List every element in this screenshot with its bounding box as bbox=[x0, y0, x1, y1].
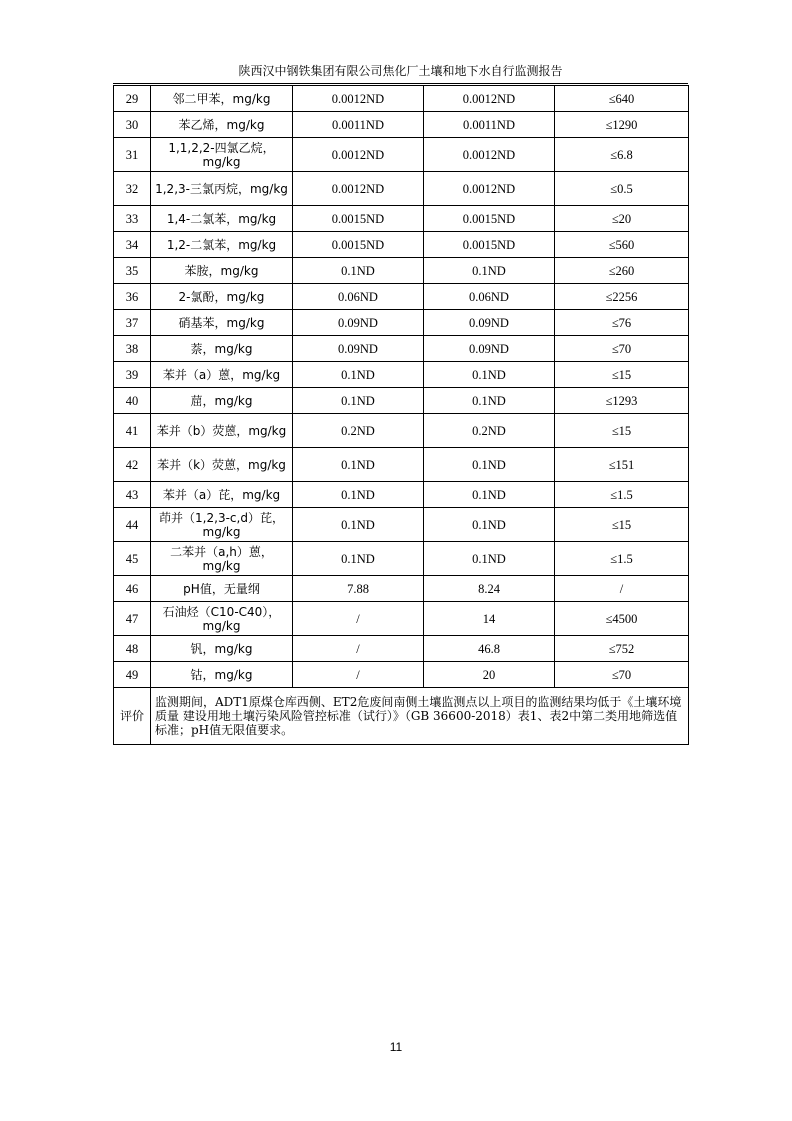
parameter-name: 1,4-二氯苯，mg/kg bbox=[151, 206, 293, 232]
table-row bbox=[114, 362, 689, 388]
row-number: 38 bbox=[114, 336, 151, 362]
parameter-name: 䓛，mg/kg bbox=[151, 388, 293, 414]
parameter-name: 茚并（1,2,3-c,d）芘，mg/kg bbox=[151, 508, 293, 542]
screening-limit: ≤2256 bbox=[555, 284, 689, 310]
row-number: 41 bbox=[114, 414, 151, 448]
result-et2: 8.24 bbox=[424, 576, 555, 602]
result-et2: 0.0012ND bbox=[424, 86, 555, 112]
table-row bbox=[114, 482, 689, 508]
screening-limit: ≤4500 bbox=[555, 602, 689, 636]
result-et2: 0.0012ND bbox=[424, 172, 555, 206]
table-row bbox=[114, 448, 689, 482]
row-number: 45 bbox=[114, 542, 151, 576]
result-adt1: 0.1ND bbox=[293, 388, 424, 414]
row-number: 29 bbox=[114, 86, 151, 112]
result-adt1: 0.0012ND bbox=[293, 86, 424, 112]
monitoring-results-table bbox=[113, 85, 689, 745]
table-row bbox=[114, 542, 689, 576]
result-et2: 0.0012ND bbox=[424, 138, 555, 172]
table-row bbox=[114, 172, 689, 206]
evaluation-label: 评价 bbox=[114, 688, 151, 745]
result-adt1: 0.1ND bbox=[293, 482, 424, 508]
table-row bbox=[114, 636, 689, 662]
table-row bbox=[114, 258, 689, 284]
result-adt1: 0.1ND bbox=[293, 448, 424, 482]
parameter-name: 1,1,2,2-四氯乙烷，mg/kg bbox=[151, 138, 293, 172]
screening-limit: ≤15 bbox=[555, 414, 689, 448]
row-number: 49 bbox=[114, 662, 151, 688]
screening-limit: ≤1293 bbox=[555, 388, 689, 414]
row-number: 35 bbox=[114, 258, 151, 284]
row-number: 48 bbox=[114, 636, 151, 662]
row-number: 33 bbox=[114, 206, 151, 232]
row-number: 40 bbox=[114, 388, 151, 414]
table-row bbox=[114, 602, 689, 636]
table-row bbox=[114, 86, 689, 112]
result-adt1: 7.88 bbox=[293, 576, 424, 602]
row-number: 46 bbox=[114, 576, 151, 602]
parameter-name: 1,2-二氯苯，mg/kg bbox=[151, 232, 293, 258]
result-et2: 0.1ND bbox=[424, 388, 555, 414]
result-et2: 0.1ND bbox=[424, 542, 555, 576]
row-number: 43 bbox=[114, 482, 151, 508]
page-number: 11 bbox=[389, 1040, 403, 1054]
parameter-name: 钴，mg/kg bbox=[151, 662, 293, 688]
result-adt1: 0.09ND bbox=[293, 336, 424, 362]
screening-limit: ≤1.5 bbox=[555, 542, 689, 576]
result-et2: 0.1ND bbox=[424, 482, 555, 508]
table-row bbox=[114, 662, 689, 688]
parameter-name: 硝基苯，mg/kg bbox=[151, 310, 293, 336]
result-et2: 0.09ND bbox=[424, 336, 555, 362]
parameter-name: 2-氯酚，mg/kg bbox=[151, 284, 293, 310]
row-number: 31 bbox=[114, 138, 151, 172]
row-number: 32 bbox=[114, 172, 151, 206]
row-number: 44 bbox=[114, 508, 151, 542]
screening-limit: ≤1.5 bbox=[555, 482, 689, 508]
row-number: 30 bbox=[114, 112, 151, 138]
result-adt1: 0.06ND bbox=[293, 284, 424, 310]
table-row bbox=[114, 284, 689, 310]
result-et2: 0.06ND bbox=[424, 284, 555, 310]
parameter-name: 苯胺，mg/kg bbox=[151, 258, 293, 284]
screening-limit: ≤15 bbox=[555, 362, 689, 388]
evaluation-row bbox=[114, 688, 689, 745]
parameter-name: 萘，mg/kg bbox=[151, 336, 293, 362]
table-row bbox=[114, 508, 689, 542]
screening-limit: ≤752 bbox=[555, 636, 689, 662]
screening-limit: ≤0.5 bbox=[555, 172, 689, 206]
table-row bbox=[114, 414, 689, 448]
result-et2: 0.0015ND bbox=[424, 232, 555, 258]
result-adt1: 0.0012ND bbox=[293, 172, 424, 206]
parameter-name: 钒，mg/kg bbox=[151, 636, 293, 662]
result-adt1: 0.0015ND bbox=[293, 232, 424, 258]
result-adt1: / bbox=[293, 636, 424, 662]
result-et2: 0.1ND bbox=[424, 258, 555, 284]
screening-limit: ≤1290 bbox=[555, 112, 689, 138]
result-adt1: 0.1ND bbox=[293, 508, 424, 542]
parameter-name: pH值，无量纲 bbox=[151, 576, 293, 602]
result-adt1: 0.0012ND bbox=[293, 138, 424, 172]
result-et2: 0.0011ND bbox=[424, 112, 555, 138]
screening-limit: ≤15 bbox=[555, 508, 689, 542]
result-adt1: 0.0011ND bbox=[293, 112, 424, 138]
table-row bbox=[114, 112, 689, 138]
parameter-name: 苯并（a）蒽，mg/kg bbox=[151, 362, 293, 388]
table-row bbox=[114, 336, 689, 362]
result-adt1: / bbox=[293, 662, 424, 688]
parameter-name: 1,2,3-三氯丙烷，mg/kg bbox=[151, 172, 293, 206]
parameter-name: 石油烃（C10-C40），mg/kg bbox=[151, 602, 293, 636]
table-row bbox=[114, 138, 689, 172]
result-et2: 0.09ND bbox=[424, 310, 555, 336]
parameter-name: 苯并（k）荧蒽，mg/kg bbox=[151, 448, 293, 482]
result-et2: 0.1ND bbox=[424, 362, 555, 388]
table-row bbox=[114, 232, 689, 258]
screening-limit: ≤70 bbox=[555, 336, 689, 362]
result-et2: 20 bbox=[424, 662, 555, 688]
parameter-name: 苯并（a）芘，mg/kg bbox=[151, 482, 293, 508]
result-adt1: 0.1ND bbox=[293, 258, 424, 284]
parameter-name: 苯乙烯，mg/kg bbox=[151, 112, 293, 138]
evaluation-text: 监测期间，ADT1原煤仓库西侧、ET2危废间南侧土壤监测点以上项目的监测结果均低于《土壤环境质量 建设用地土壤污染风险管控标准（试行）》（GB 36600-2018）表1、表2中第二类用地筛选值标准；pH值无限值要求。 bbox=[151, 688, 689, 745]
page-header: 陕西汉中钢铁集团有限公司焦化厂土壤和地下水自行监测报告 bbox=[113, 63, 688, 84]
result-et2: 0.2ND bbox=[424, 414, 555, 448]
row-number: 37 bbox=[114, 310, 151, 336]
row-number: 34 bbox=[114, 232, 151, 258]
table-row bbox=[114, 388, 689, 414]
result-adt1: / bbox=[293, 602, 424, 636]
screening-limit: ≤6.8 bbox=[555, 138, 689, 172]
table-row bbox=[114, 310, 689, 336]
result-adt1: 0.09ND bbox=[293, 310, 424, 336]
table-row bbox=[114, 206, 689, 232]
row-number: 47 bbox=[114, 602, 151, 636]
screening-limit: ≤20 bbox=[555, 206, 689, 232]
result-et2: 46.8 bbox=[424, 636, 555, 662]
result-et2: 0.0015ND bbox=[424, 206, 555, 232]
result-et2: 14 bbox=[424, 602, 555, 636]
screening-limit: ≤70 bbox=[555, 662, 689, 688]
screening-limit: ≤151 bbox=[555, 448, 689, 482]
screening-limit: ≤640 bbox=[555, 86, 689, 112]
parameter-name: 邻二甲苯，mg/kg bbox=[151, 86, 293, 112]
row-number: 36 bbox=[114, 284, 151, 310]
result-adt1: 0.2ND bbox=[293, 414, 424, 448]
table-row bbox=[114, 576, 689, 602]
row-number: 39 bbox=[114, 362, 151, 388]
parameter-name: 苯并（b）荧蒽，mg/kg bbox=[151, 414, 293, 448]
result-adt1: 0.1ND bbox=[293, 362, 424, 388]
screening-limit: ≤76 bbox=[555, 310, 689, 336]
row-number: 42 bbox=[114, 448, 151, 482]
screening-limit: ≤260 bbox=[555, 258, 689, 284]
result-et2: 0.1ND bbox=[424, 508, 555, 542]
parameter-name: 二苯并（a,h）蒽，mg/kg bbox=[151, 542, 293, 576]
screening-limit: ≤560 bbox=[555, 232, 689, 258]
result-adt1: 0.1ND bbox=[293, 542, 424, 576]
result-adt1: 0.0015ND bbox=[293, 206, 424, 232]
result-et2: 0.1ND bbox=[424, 448, 555, 482]
screening-limit: / bbox=[555, 576, 689, 602]
